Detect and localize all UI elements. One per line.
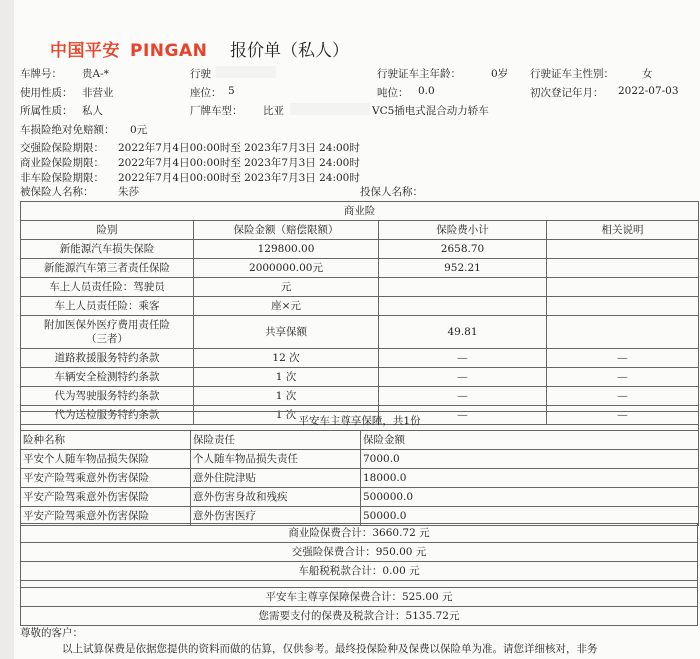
plan-name: 平安个人随车物品损失保险 [21,450,191,469]
plan-name: 平安产险驾乘意外伤害保险 [21,488,191,507]
first-reg-value: 2022-07-03 [618,85,679,97]
plan-name: 平安产险驾乘意外伤害保险 [21,469,191,488]
col-header-note: 相关说明 [547,221,699,240]
col-header-sum-insured: 保险金额 [361,431,699,450]
coverage-note [547,259,699,278]
owner-plan-total: 平安车主尊享保障保费合计：525.00 元 [21,588,698,607]
noncar-period-label: 非车险保险期限： [20,172,104,184]
owner-plan-table [20,411,699,526]
coverage-premium: 49.81 [379,316,547,349]
noncar-period-value: 2022年7月4日00:00时至 2023年7月3日 24:00时 [118,172,360,184]
coverage-amount: 元 [194,278,379,297]
table-row [21,450,699,469]
coverage-amount: 1 次 [194,406,379,425]
plan-duty: 个人随车物品损失责任 [191,450,361,469]
coverage-name: 新能源汽车损失保险 [21,240,194,259]
coverage-premium: 952.21 [379,259,547,278]
ctp-total: 交强险保费合计：950.00 元 [21,543,698,562]
coverage-name: 车上人员责任险：驾驶员 [21,278,194,297]
coverage-note: — [547,406,699,425]
coverage-name-line1: 附加医保外医疗费用责任险 [44,319,170,331]
col-header-coverage: 险别 [21,221,194,240]
col-header-plan-name: 险种名称 [21,431,191,450]
model-value-end: VC5插电式混合动力轿车 [372,105,489,117]
table-row [21,488,699,507]
col-header-amount: 保险金额（赔偿限额） [194,221,379,240]
coverage-name [21,316,194,349]
spacer-row [21,581,698,588]
coverage-name: 道路救援服务特约条款 [21,349,194,368]
table-row [21,316,699,349]
plan-duty: 意外伤害医疗 [191,507,361,526]
comm-period-label: 商业险保险期限： [20,157,104,169]
insured-label: 被保险人名称： [20,186,94,198]
plan-amount: 18000.0 [361,469,699,488]
coverage-amount: 1 次 [194,387,379,406]
coverage-premium: — [379,406,547,425]
coverage-premium [379,297,547,316]
coverage-amount: 129800.00 [194,240,379,259]
commercial-table [20,201,699,425]
tonnage-label: 吨位： [377,87,409,99]
comm-period-value: 2022年7月4日00:00时至 2023年7月3日 24:00时 [118,157,360,169]
coverage-amount: 2000000.00元 [194,259,379,278]
owner-age-value: 0岁 [491,68,509,80]
coverage-name: 新能源汽车第三者责任保险 [21,259,194,278]
coverage-amount: 共享保额 [194,316,379,349]
tonnage-value: 0.0 [418,85,435,97]
plan-amount: 7000.0 [361,450,699,469]
coverage-premium: — [379,387,547,406]
coverage-amount: 12 次 [194,349,379,368]
logo-english-text: PINGAN [130,41,208,61]
insured-value: 朱莎 [118,186,139,198]
coverage-note [547,297,699,316]
commercial-section-title: 商业险 [21,202,699,221]
nature-value: 私人 [82,105,103,117]
table-row [21,368,699,387]
table-row [21,297,699,316]
table-row [21,387,699,406]
col-header-premium: 保险费小计 [379,221,547,240]
redacted-area [290,103,370,115]
coverage-name-line2: （三者） [86,333,128,345]
coverage-amount: 座×元 [194,297,379,316]
coverage-premium: — [379,349,547,368]
deductible-label: 车损险绝对免赔额： [20,124,115,136]
table-row [21,349,699,368]
plate-value: 贵A-* [82,68,109,80]
ctp-period-label: 交强险保险期限： [20,142,104,154]
col-header-duty: 保险责任 [191,431,361,450]
totals-table [20,523,698,626]
coverage-note: — [547,349,699,368]
first-reg-label: 初次登记年月： [530,87,604,99]
coverage-note: — [547,387,699,406]
document-title: 报价单（私人） [230,41,349,61]
plan-name: 平安产险驾乘意外伤害保险 [21,507,191,526]
owner-age-label: 行驶证车主年龄： [377,68,461,80]
applicant-label: 投保人名称： [360,186,423,198]
usage-label: 使用性质： [20,87,73,99]
plan-amount: 500000.0 [361,488,699,507]
plate-label: 车牌号： [20,68,62,80]
table-row [21,240,699,259]
pingan-logo [50,36,207,61]
coverage-note [547,316,699,349]
usage-value: 非营业 [82,87,114,99]
coverage-premium: — [379,368,547,387]
coverage-name: 代为驾驶服务特约条款 [21,387,194,406]
nature-label: 所属性质： [20,105,73,117]
coverage-premium [379,278,547,297]
coverage-name: 车上人员责任险：乘客 [21,297,194,316]
redacted-area [216,66,276,78]
coverage-name: 代为送检服务特约条款 [21,406,194,425]
seats-value: 5 [228,85,235,97]
owner-plan-section-title: 平安车主尊享保障，共1份 [21,412,699,431]
seats-label: 座位： [190,87,222,99]
plan-amount: 50000.0 [361,507,699,526]
commercial-total: 商业险保费合计：3660.72 元 [21,524,698,543]
license-label: 行驶 [190,68,211,80]
owner-gender-label: 行驶证车主性别： [530,68,614,80]
payable-total: 您需要支付的保费及税款合计：5135.72元 [21,607,698,626]
deductible-value: 0元 [130,124,148,136]
coverage-amount: 1 次 [194,368,379,387]
ctp-period-value: 2022年7月4日00:00时至 2023年7月3日 24:00时 [118,142,360,154]
coverage-premium: 2658.70 [379,240,547,259]
greeting: 尊敬的客户： [20,627,83,639]
notice-text: 以上试算保费是依据您提供的资料而做的估算，仅供参考。最终投保险种及保费以保险单为准。请您详细核对，非务 [62,643,598,655]
table-row [21,469,699,488]
plan-duty: 意外住院津贴 [191,469,361,488]
coverage-note [547,240,699,259]
model-value-start: 比亚 [263,105,284,117]
coverage-name: 车辆安全检测特约条款 [21,368,194,387]
coverage-note: — [547,368,699,387]
owner-gender-value: 女 [642,68,653,80]
coverage-note [547,278,699,297]
model-label: 厂牌车型： [190,105,243,117]
table-row [21,278,699,297]
plan-duty: 意外伤害身故和残疾 [191,488,361,507]
table-row [21,259,699,278]
logo-chinese-text: 中国平安 [50,41,120,61]
vehicle-tax-total: 车船税税款合计：0.00 元 [21,562,698,581]
